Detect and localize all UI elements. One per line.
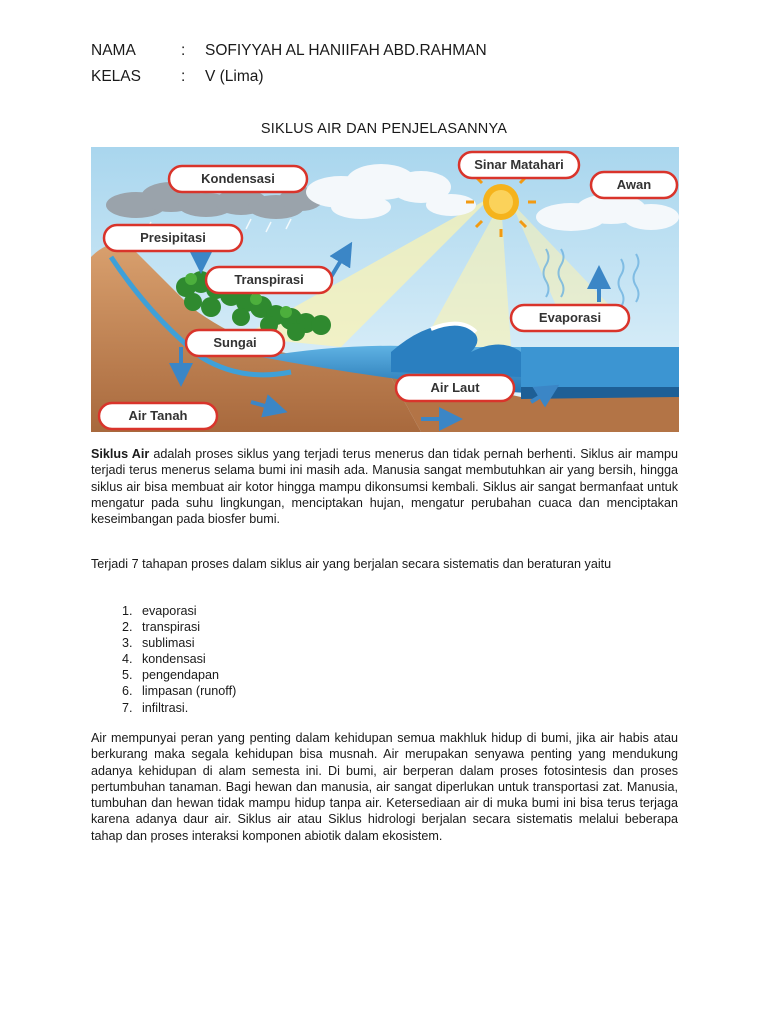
paragraph-stages: Terjadi 7 tahapan proses dalam siklus air yang berjalan secara sistematis dan beraturan yaitu: [91, 557, 612, 571]
label-air-laut: Air Laut: [430, 380, 480, 395]
name-colon: :: [181, 42, 186, 59]
list-item: 2. transpirasi: [136, 619, 678, 635]
label-sinar-matahari: Sinar Matahari: [474, 157, 564, 172]
label-presipitasi: Presipitasi: [140, 230, 206, 245]
label-kondensasi: Kondensasi: [201, 171, 275, 186]
label-evaporasi: Evaporasi: [538, 310, 602, 325]
label-air-tanah: Air Tanah: [128, 408, 188, 423]
name-row: [91, 42, 487, 60]
water-cycle-diagram: [91, 147, 679, 432]
class-row: [91, 68, 264, 86]
page-title: SIKLUS AIR DAN PENJELASANNYA: [260, 121, 508, 137]
list-item: 7. infiltrasi.: [136, 700, 678, 716]
list-item: 3. sublimasi: [136, 635, 678, 651]
class-value: V (Lima): [205, 68, 264, 85]
name-label: NAMA: [91, 42, 136, 59]
paragraph-intro: [91, 446, 678, 527]
class-colon: :: [181, 68, 186, 85]
label-sungai: Sungai: [213, 335, 257, 350]
label-transpirasi: Transpirasi: [234, 272, 304, 287]
list-item: 6. limpasan (runoff): [136, 683, 678, 699]
paragraph-intro-bold: Siklus Air: [91, 447, 150, 461]
steps-list: [91, 603, 678, 716]
list-item: 4. kondensasi: [136, 651, 678, 667]
list-item: 5. pengendapan: [136, 667, 678, 683]
paragraph-importance: Air mempunyai peran yang penting dalam kehidupan semua makhluk hidup di bumi, jika air habis atau berkurang maka segala kehidupan bisa musnah. Air merupakan senyawa penting yang mendukung adanya kehidupan di alam semesta ini. Di bumi, air berperan dalam proses fotosintesis dan proses pertumbuhan tanaman. Bagi hewan dan manusia, air sangat diperlukan untuk transportasi zat. Manusia, tumbuhan dan hewan tidak mampu hidup tanpa air. Ketersediaan air di muka bumi ini bisa terus terjaga karena adanya daur air. Siklus air atau Siklus hidrologi berjalan secara sistematis melalui beberapa tahap dan proses interaksi komponen abiotik dalam ekosistem.: [91, 731, 678, 843]
name-value: SOFIYYAH AL HANIIFAH ABD.RAHMAN: [205, 42, 487, 59]
class-label: KELAS: [91, 68, 141, 85]
paragraph-intro-text: adalah proses siklus yang terjadi terus menerus dan tidak pernah berhenti. Siklus air mampu terjadi terus menerus selama bumi ini masih ada. Manusia sangat membutuhkan air yang bersih, hingga siklus air bisa membuat air kotor hingga mampu dikonsumsi kembali. Siklus air sangat bermanfaat untuk mengatur pada suhu lingkungan, menciptakan hujan, mengatur perubahan cuaca dan menciptakan keseimbangan pada biosfer bumi.: [91, 447, 679, 527]
list-item: 1. evaporasi: [136, 603, 678, 619]
label-awan: Awan: [616, 177, 652, 192]
